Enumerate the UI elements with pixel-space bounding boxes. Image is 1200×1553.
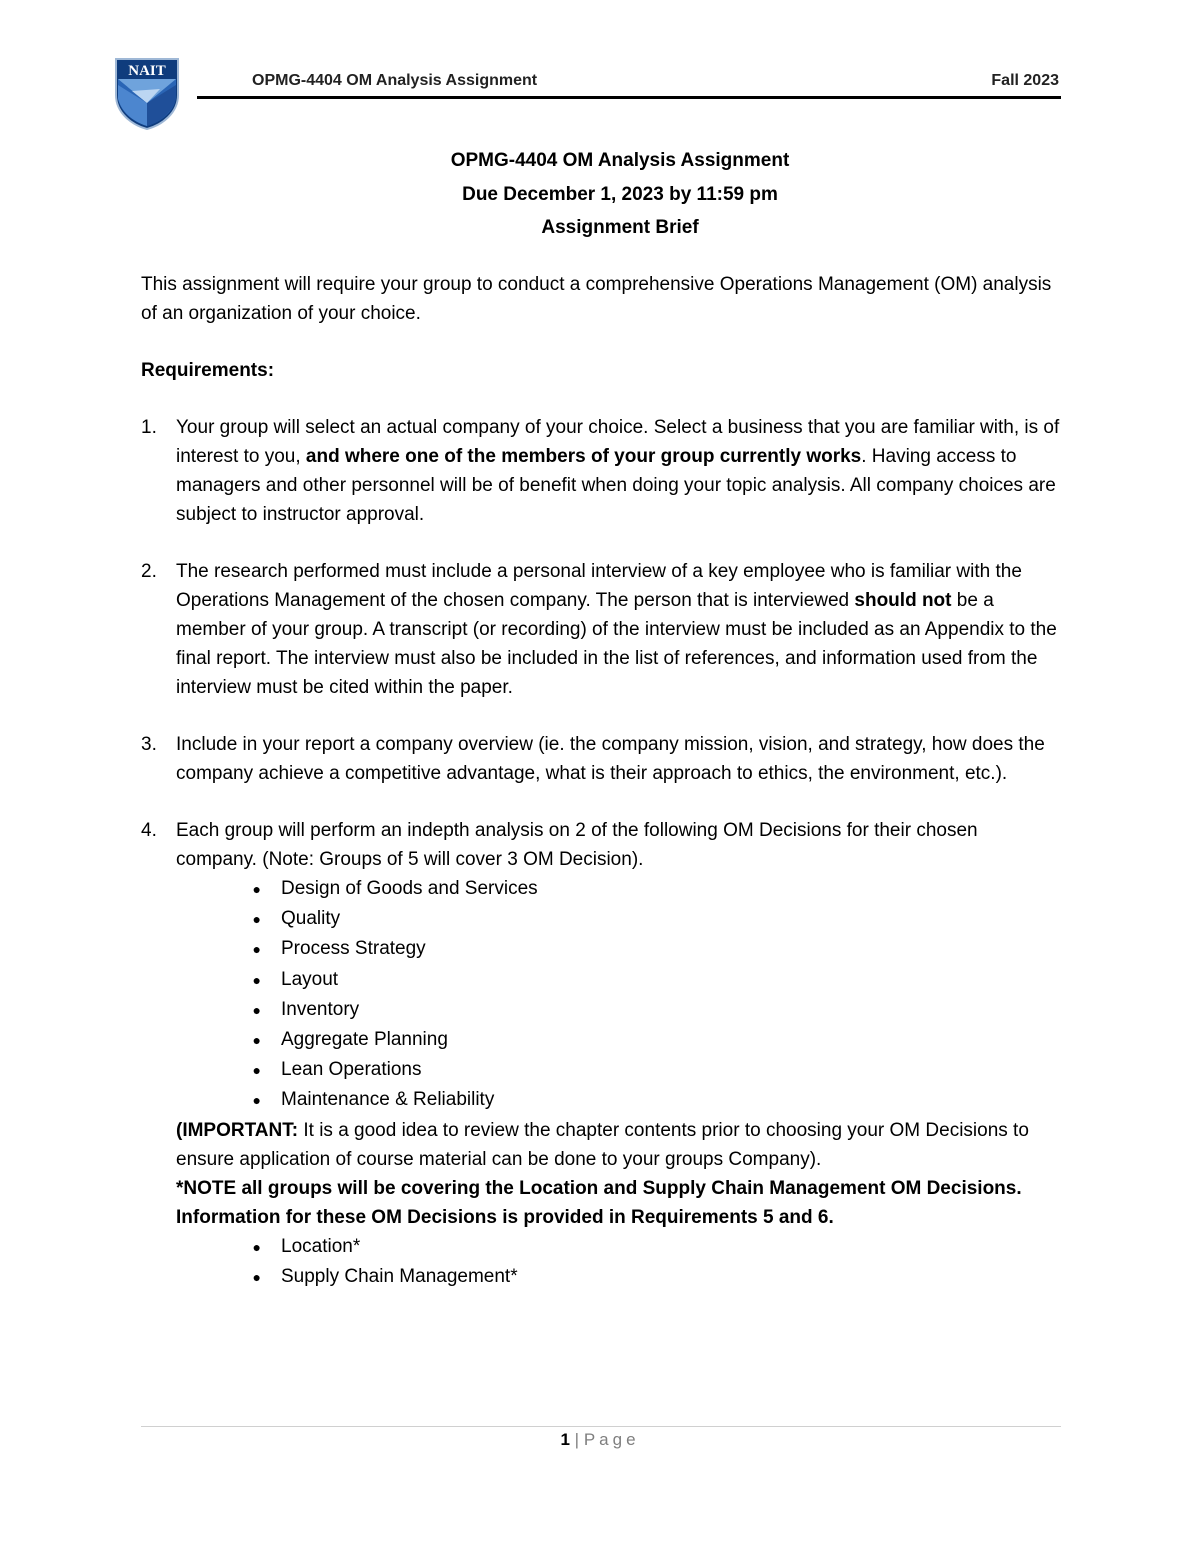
logo-text: NAIT: [128, 63, 166, 79]
page-number: 1: [560, 1430, 570, 1449]
requirement-number: 4.: [141, 820, 157, 841]
list-item: ● Inventory: [176, 995, 1061, 1025]
nait-logo: [112, 55, 182, 131]
requirement-text: Include in your report a company overview (ie. the company mission, vision, and strategy, how does the company achieve a competitive advantage, what is their approach to ethics, the environment, etc.).: [176, 734, 1045, 784]
om-decision-list: [176, 874, 1061, 1116]
footer-separator: |: [574, 1430, 580, 1449]
header-term: Fall 2023: [991, 72, 1059, 89]
document-title: OPMG-4404 OM Analysis Assignment: [450, 150, 790, 171]
intro-paragraph: This assignment will require your group to conduct a comprehensive Operations Management (OM) analysis of an organization of your choice.: [141, 274, 1052, 324]
bullet-icon: ●: [252, 1001, 261, 1018]
list-item: ● Aggregate Planning: [176, 1025, 1061, 1055]
document-titles: [0, 144, 1200, 245]
requirement-text: The research performed must include a personal interview of a key employee who is familiar with the Operations Management of the chosen company. The person that is interviewed should not be a member of your group. A transcript (or recording) of the interview must be included as an Appendix to the final report. The interview must also be included in the list of references, and information used from the interview must be cited within the paper.: [176, 561, 1057, 698]
requirement-3: [141, 730, 1061, 788]
page-label: Page: [583, 1430, 640, 1449]
header-rule: [197, 96, 1061, 99]
list-item: ● Quality: [176, 904, 1061, 934]
list-item: ● Process Strategy: [176, 934, 1061, 964]
bullet-icon: ●: [252, 1268, 261, 1285]
requirement-number: 3.: [141, 734, 157, 755]
footer-rule: [141, 1426, 1061, 1427]
list-item: ● Supply Chain Management*: [176, 1262, 1061, 1292]
bullet-icon: ●: [252, 1092, 261, 1109]
bullet-icon: ●: [252, 911, 261, 928]
list-item: ● Layout: [176, 965, 1061, 995]
requirement-4: [141, 816, 1061, 1292]
bullet-icon: ●: [252, 971, 261, 988]
required-decision-list: [176, 1232, 1061, 1292]
header-title: OPMG-4404 OM Analysis Assignment: [252, 72, 538, 89]
list-item: ● Location*: [176, 1232, 1061, 1262]
list-item: ● Maintenance & Reliability: [176, 1085, 1061, 1115]
requirement-1: [141, 413, 1061, 529]
requirements-heading: Requirements:: [141, 360, 275, 381]
requirement-number: 2.: [141, 561, 157, 582]
requirement-2: [141, 557, 1061, 702]
requirement-text: Each group will perform an indepth analysis on 2 of the following OM Decisions for their chosen company. (Note: Groups of 5 will cover 3 OM Decision).: [176, 820, 978, 870]
bullet-icon: ●: [252, 1062, 261, 1079]
requirement-number: 1.: [141, 417, 157, 438]
bullet-icon: ●: [252, 881, 261, 897]
main-content: [141, 270, 1061, 1292]
bullet-icon: ●: [252, 941, 261, 958]
bullet-icon: ●: [252, 1238, 261, 1255]
requirement-text: Your group will select an actual company of your choice. Select a business that you are familiar with, is of interest to you, and where one of the members of your group currently works. Having access to managers and other personnel will be of benefit when doing your topic analysis. All company choices are subject to instructor approval.: [176, 417, 1060, 525]
assignment-brief-title: Assignment Brief: [541, 217, 699, 238]
bullet-icon: ●: [252, 1032, 261, 1049]
location-supply-note: *NOTE all groups will be covering the Location and Supply Chain Management OM Decisions. Information for these OM Decisions is provided in Requirements 5 and 6.: [176, 1177, 1022, 1228]
list-item: ● Design of Goods and Services: [176, 874, 1061, 904]
list-item: ● Lean Operations: [176, 1055, 1061, 1085]
due-date: Due December 1, 2023 by 11:59 pm: [462, 183, 778, 205]
important-note: (IMPORTANT: It is a good idea to review the chapter contents prior to choosing your OM Decisions to ensure application of course material can be done to your groups Company).: [176, 1119, 1029, 1170]
page-footer: [0, 1430, 1200, 1450]
